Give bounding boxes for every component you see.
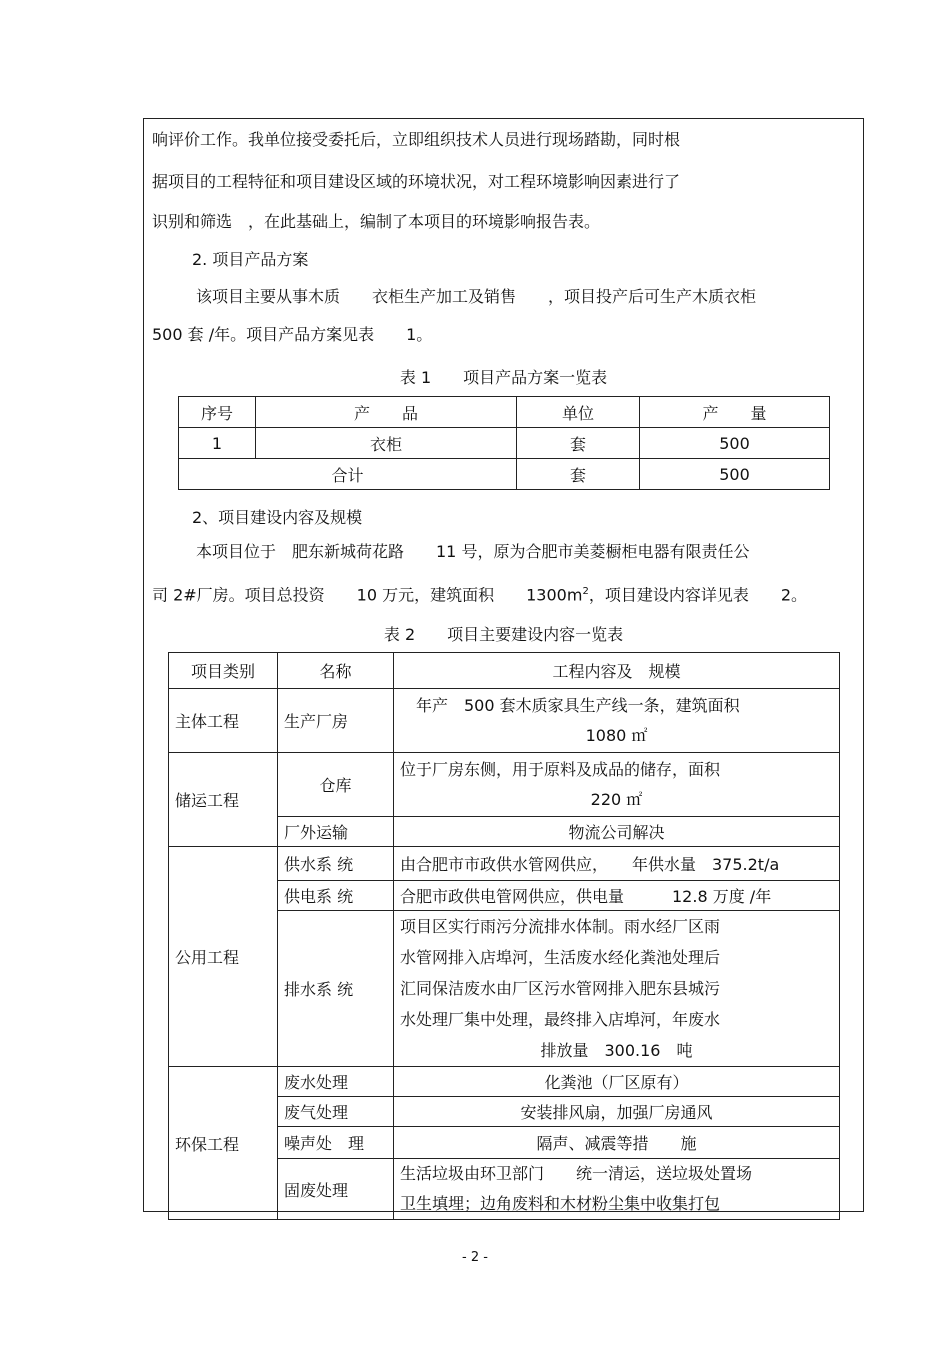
name-cell: 噪声处 理: [278, 1127, 394, 1159]
table-cell: 500: [640, 428, 830, 459]
category-cell: 公用工程: [169, 847, 278, 1067]
table-header: 产 品: [256, 397, 517, 428]
table2-caption: 表 2 项目主要建设内容一览表: [383, 625, 624, 644]
name-cell: 固废处理: [278, 1159, 394, 1220]
content-cell: 安装排风扇，加强厂房通风: [394, 1097, 840, 1127]
category-cell: 储运工程: [169, 753, 278, 847]
table-header: 产 量: [640, 397, 830, 428]
paragraph-line: 识别和筛选 ，在此基础上，编制了本项目的环境影响报告表。: [152, 212, 601, 231]
paragraph-line: 本项目位于 肥东新城荷花路 11 号，原为合肥市美菱橱柜电器有限责任公: [196, 542, 750, 561]
paragraph-line: 响评价工作。我单位接受委托后，立即组织技术人员进行现场踏勘，同时根: [152, 130, 681, 149]
content-cell: 隔声、减震等措 施: [394, 1127, 840, 1159]
name-cell: 厂外运输: [278, 817, 394, 847]
table-header: 工程内容及 规模: [394, 653, 840, 689]
name-cell: 供水系 统: [278, 847, 394, 881]
content-line: 汇同保洁废水由厂区污水管网排入肥东县城污: [400, 979, 721, 998]
content-cell: [394, 1159, 840, 1220]
superscript: 2: [582, 586, 589, 597]
table-header: 序号: [179, 397, 256, 428]
paragraph-line: [152, 582, 807, 605]
table-cell: 衣柜: [256, 428, 517, 459]
category-cell: 主体工程: [169, 689, 278, 753]
table-cell: 500: [640, 459, 830, 490]
content-cell: [394, 911, 840, 1067]
content-cell: 合肥市政供电管网供应，供电量 12.8 万度 /年: [394, 881, 840, 911]
content-cell: 物流公司解决: [394, 817, 840, 847]
name-cell: 仓库: [278, 753, 394, 817]
content-line: 生活垃圾由环卫部门 统一清运，送垃圾处置场: [400, 1164, 753, 1183]
section-heading: 2、项目建设内容及规模: [192, 508, 363, 527]
content-cell: [394, 753, 840, 817]
paragraph-line: 据项目的工程特征和项目建设区域的环境状况，对工程环境影响因素进行了: [152, 172, 681, 191]
content-line: 1080 ㎡: [585, 725, 648, 745]
content-line: 年产 500 套木质家具生产线一条，建筑面积: [416, 695, 740, 715]
table-header: 单位: [517, 397, 640, 428]
name-cell: 供电系 统: [278, 881, 394, 911]
page-number: - 2 -: [462, 1250, 488, 1265]
text-span: 司 2#厂房。项目总投资 10 万元，建筑面积 1300m: [152, 585, 583, 605]
table-header: 名称: [278, 653, 394, 689]
name-cell: 废气处理: [278, 1097, 394, 1127]
content-line: 位于厂房东侧，用于原料及成品的储存，面积: [400, 759, 721, 779]
table-cell: 套: [517, 428, 640, 459]
text-span: ，项目建设内容详见表 2。: [588, 585, 807, 605]
product-table: [178, 396, 830, 490]
section-heading: 2. 项目产品方案: [192, 250, 309, 269]
table-cell: 1: [179, 428, 256, 459]
construction-table: [168, 652, 840, 1220]
name-cell: 废水处理: [278, 1067, 394, 1097]
category-cell: 环保工程: [169, 1067, 278, 1220]
table-cell: 套: [517, 459, 640, 490]
paragraph-line: 500 套 /年。项目产品方案见表 1。: [152, 325, 433, 344]
content-cell: 化粪池（厂区原有）: [394, 1067, 840, 1097]
content-line: 排放量 300.16 吨: [540, 1041, 693, 1060]
content-cell: 由合肥市市政供水管网供应， 年供水量 375.2t/a: [394, 847, 840, 881]
table-cell: 合计: [179, 459, 517, 490]
table-header: 项目类别: [169, 653, 278, 689]
content-cell: [394, 689, 840, 753]
content-line: 项目区实行雨污分流排水体制。雨水经厂区雨: [400, 917, 721, 936]
table1-caption: 表 1 项目产品方案一览表: [399, 368, 608, 387]
content-line: 卫生填埋；边角废料和木材粉尘集中收集打包: [400, 1194, 721, 1213]
name-cell: 生产厂房: [278, 689, 394, 753]
content-line: 水管网排入店埠河，生活废水经化粪池处理后: [400, 948, 721, 967]
content-line: 220 ㎡: [590, 789, 643, 809]
content-line: 水处理厂集中处理，最终排入店埠河，年废水: [400, 1010, 721, 1029]
paragraph-line: 该项目主要从事木质 衣柜生产加工及销售 ，项目投产后可生产木质衣柜: [196, 287, 757, 306]
name-cell: 排水系 统: [278, 911, 394, 1067]
